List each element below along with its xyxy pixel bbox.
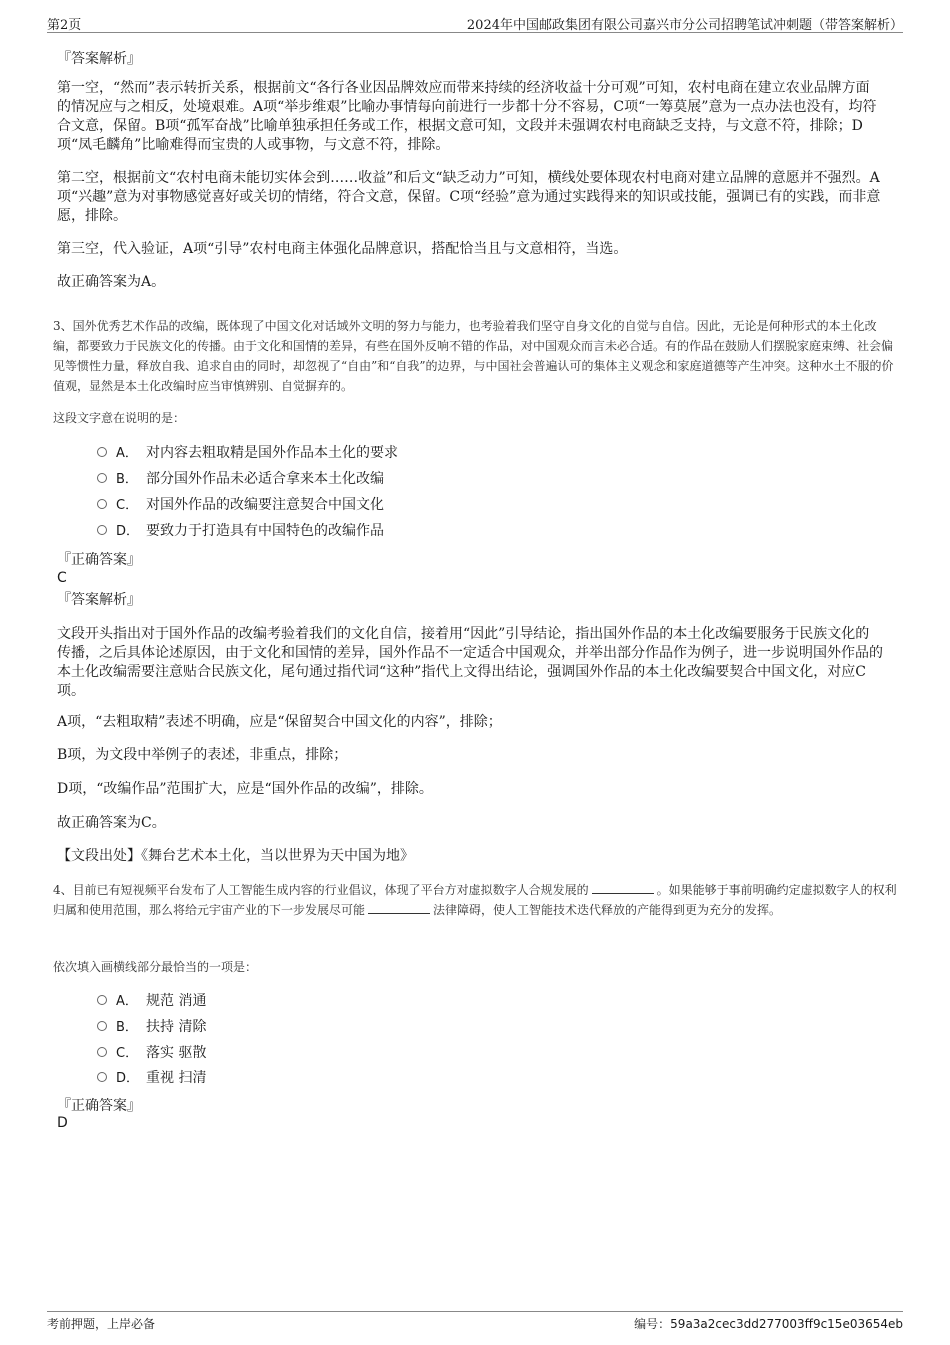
q3-analysis-conclusion: 故正确答案为C。 [57,815,166,831]
q4-option-d[interactable] [97,1068,206,1088]
q3-analysis-option-d: D项，“改编作品”范围扩大，应是“国外作品的改编”，排除。 [57,781,433,797]
analysis-paragraph-3: 第三空，代入验证，A项“引导”农村电商主体强化品牌意识，搭配恰当且与文意相符，当选。 [57,241,628,257]
q3-analysis-paragraph-1: 文段开头指出对于国外作品的改编考验着我们的文化自信，接着用“因此”引导结论，指出国外作品的本土化改编要服务于民族文化的传播，之后具体论述原因，由于文化和国情的差异，国外作品不一定适合中国观众，并举出部分作品作为例子，进一步说明国外作品的本土化改编需要注意贴合民族文化，尾句通过指代词“这种”指代上文得出结论，强调国外作品的本土化改编要契合中国文化，对应C项。 [57,626,883,699]
option-letter: A． [116,446,138,461]
option-letter: A． [116,994,138,1009]
option-letter: D． [116,524,140,539]
option-letter: B． [116,472,138,487]
blank-line-1 [592,881,654,894]
blank-line-2 [368,901,430,914]
option-letter: C． [116,498,139,513]
document-title: 2024年中国邮政集团有限公司嘉兴市分公司招聘笔试冲刺题（带答案解析） [466,18,903,33]
q3-option-a[interactable] [97,443,398,463]
page-number: 第2页 [47,18,82,33]
option-letter: D． [116,1071,140,1086]
option-text: 规范 消通 [146,993,207,1009]
page-footer [47,1311,903,1336]
q3-analysis-option-a: A项，“去粗取精”表述不明确，应是“保留契合中国文化的内容”，排除； [57,714,502,730]
q3-source: 【文段出处】《舞台艺术本土化，当以世界为天中国为地》 [57,848,414,864]
analysis-label: 『答案解析』 [57,592,141,608]
document-code: 编号：59a3a2cec3dd277003ff9c15e03654eb [634,1317,903,1331]
q4-option-a[interactable] [97,991,206,1011]
radio-icon[interactable] [97,1047,107,1057]
radio-icon[interactable] [97,447,107,457]
radio-icon[interactable] [97,499,107,509]
option-letter: B． [116,1020,138,1035]
radio-icon[interactable] [97,995,107,1005]
option-text: 对内容去粗取精是国外作品本土化的要求 [146,445,398,461]
analysis-label: 『答案解析』 [57,51,141,67]
correct-answer: C [57,570,67,586]
radio-icon[interactable] [97,473,107,483]
q3-option-c[interactable] [97,495,384,515]
correct-answer: D [57,1115,68,1131]
radio-icon[interactable] [97,525,107,535]
q3-option-b[interactable] [97,469,384,489]
radio-icon[interactable] [97,1072,107,1082]
option-text: 要致力于打造具有中国特色的改编作品 [146,523,384,539]
correct-answer-label: 『正确答案』 [57,1098,141,1114]
option-letter: C． [116,1046,139,1061]
page-header [47,12,903,33]
question-4-stem: 依次填入画横线部分最恰当的一项是： [53,960,258,974]
option-text: 部分国外作品未必适合拿来本土化改编 [146,471,384,487]
question-4-text: 4、目前已有短视频平台发布了人工智能生成内容的行业倡议，体现了平台方对虚拟数字人合规发展的 。如果能够于事前明确约定虚拟数字人的权利归属和使用范围，那么将给元宇宙产业的下一步发展尽可能 法律障碍，使人工智能技术迭代释放的产能得到更为充分的发挥。 [53,883,897,917]
analysis-paragraph-2: 第二空，根据前文“农村电商未能切实体会到……收益”和后文“缺乏动力”可知，横线处要体现农村电商对建立品牌的意愿并不强烈。A项“兴趣”意为对事物感觉喜好或关切的情绪，符合文意，保留。C项“经验”意为通过实践得来的知识或技能，强调已有的实践，而非意愿，排除。 [57,170,881,224]
option-text: 扶持 清除 [146,1019,207,1035]
radio-icon[interactable] [97,1021,107,1031]
footer-slogan: 考前押题，上岸必备 [47,1317,156,1331]
analysis-paragraph-1: 第一空，“然而”表示转折关系，根据前文“各行各业因品牌效应而带来持续的经济收益十分可观”可知，农村电商在建立农业品牌方面的情况应与之相反，处境艰难。A项“举步维艰”比喻办事情每向前进行一步都十分不容易，C项“一筹莫展”意为一点办法也没有，均符合文意，保留。B项“孤军奋战”比喻单独承担任务或工作，根据文意可知，文段并未强调农村电商缺乏支持，与文意不符，排除；D项“凤毛麟角”比喻难得而宝贵的人或事物，与文意不符，排除。 [57,80,877,153]
question-3-stem: 这段文字意在说明的是： [53,411,186,425]
q3-option-d[interactable] [97,521,384,541]
correct-answer-label: 『正确答案』 [57,552,141,568]
question-3-text: 3、国外优秀艺术作品的改编，既体现了中国文化对话域外文明的努力与能力，也考验着我们坚守自身文化的自觉与自信。因此，无论是何种形式的本土化改编，都要致力于民族文化的传播。由于文化和国情的差异，有些在国外反响不错的作品，对中国观众而言未必合适。有的作品在鼓励人们摆脱家庭束缚、社会偏见等惯性力量，释放自我、追求自由的同时，却忽视了“自由”和“自我”的边界，与中国社会普遍认可的集体主义观念和家庭道德等产生冲突。这种水土不服的价值观，显然是本土化改编时应当审慎辨别、自觉摒弃的。 [53,319,894,393]
q4-option-b[interactable] [97,1017,206,1037]
analysis-conclusion: 故正确答案为A。 [57,274,166,290]
option-text: 落实 驱散 [146,1045,207,1061]
q4-option-c[interactable] [97,1043,206,1063]
option-text: 重视 扫清 [146,1070,207,1086]
option-text: 对国外作品的改编要注意契合中国文化 [146,497,384,513]
q3-analysis-option-b: B项，为文段中举例子的表述，非重点，排除； [57,747,348,763]
